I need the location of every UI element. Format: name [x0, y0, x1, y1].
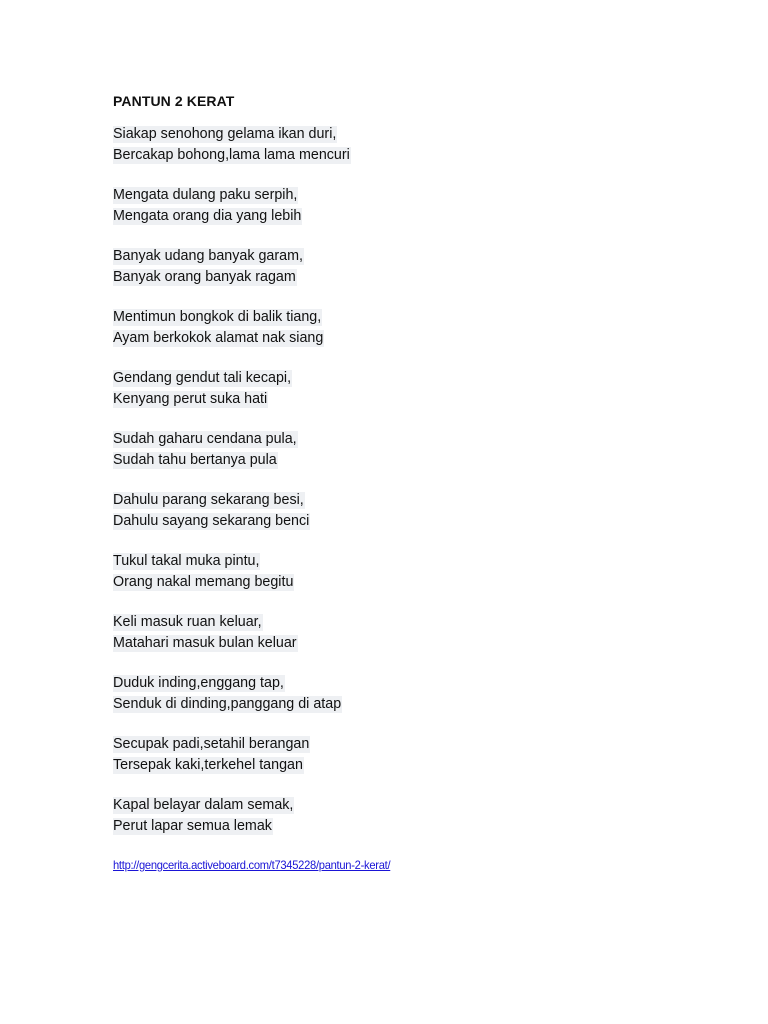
stanza-line: Gendang gendut tali kecapi,: [113, 370, 292, 386]
source-link[interactable]: http://gengcerita.activeboard.com/t7345228/pantun-2-kerat/: [113, 858, 391, 872]
stanza: [113, 490, 733, 532]
stanza-line: Banyak udang banyak garam,: [113, 248, 303, 264]
stanza: [113, 612, 733, 654]
stanza: [113, 795, 733, 837]
stanza-line: Tersepak kaki,terkehel tangan: [113, 757, 303, 773]
stanza-line: Bercakap bohong,lama lama mencuri: [113, 147, 350, 163]
document-title: PANTUN 2 KERAT: [113, 93, 235, 109]
stanza-line: Duduk inding,enggang tap,: [113, 675, 284, 691]
stanza-line: Secupak padi,setahil berangan: [113, 736, 310, 752]
stanza: [113, 124, 733, 166]
stanza: [113, 734, 733, 776]
stanza: [113, 246, 733, 288]
stanza-line: Kenyang perut suka hati: [113, 391, 268, 407]
stanza: [113, 673, 733, 715]
stanza-line: Kapal belayar dalam semak,: [113, 797, 294, 813]
stanza-line: Keli masuk ruan keluar,: [113, 614, 262, 630]
stanza-line: Ayam berkokok alamat nak siang: [113, 330, 324, 346]
stanza-line: Mentimun bongkok di balik tiang,: [113, 309, 322, 325]
stanza-line: Orang nakal memang begitu: [113, 574, 294, 590]
stanza-line: Tukul takal muka pintu,: [113, 553, 260, 569]
stanza-line: Matahari masuk bulan keluar: [113, 635, 297, 651]
stanza-line: Dahulu sayang sekarang benci: [113, 513, 310, 529]
stanza-line: Banyak orang banyak ragam: [113, 269, 296, 285]
stanza-line: Mengata dulang paku serpih,: [113, 187, 298, 203]
stanza: [113, 429, 733, 471]
stanza-line: Siakap senohong gelama ikan duri,: [113, 126, 337, 142]
stanza: [113, 551, 733, 593]
document-page: [113, 91, 733, 874]
stanza-line: Perut lapar semua lemak: [113, 818, 272, 834]
stanza-line: Dahulu parang sekarang besi,: [113, 492, 304, 508]
stanza-line: Mengata orang dia yang lebih: [113, 208, 302, 224]
stanza-line: Sudah tahu bertanya pula: [113, 452, 277, 468]
stanza: [113, 307, 733, 349]
stanza: [113, 368, 733, 410]
stanza-line: Senduk di dinding,panggang di atap: [113, 696, 342, 712]
stanza-line: Sudah gaharu cendana pula,: [113, 431, 297, 447]
stanza: [113, 185, 733, 227]
